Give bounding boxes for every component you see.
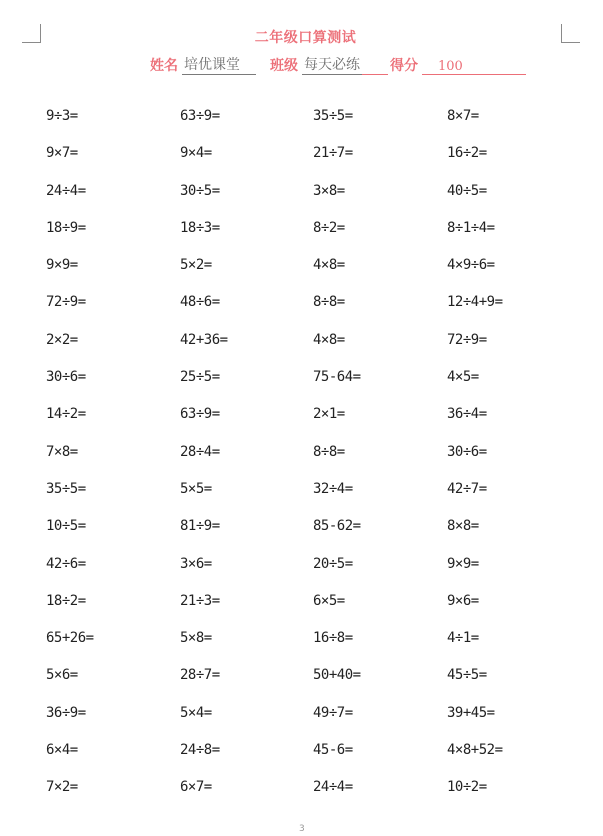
problem: 8÷2= [313,219,345,236]
problem: 7×2= [46,779,78,796]
problem: 8÷1÷4= [447,219,495,236]
problem: 24÷4= [313,779,353,796]
problem-row [0,481,603,518]
problem-row [0,145,603,182]
class-field[interactable]: 每天必练 [302,54,362,75]
problem: 63÷9= [180,406,220,423]
problem: 42÷7= [447,480,487,497]
problem: 50+40= [313,667,361,684]
problem: 10÷2= [447,779,487,796]
problem: 16÷2= [447,145,487,162]
problem-row [0,779,603,816]
problem: 25÷5= [180,369,220,386]
problem: 5×8= [180,630,212,647]
problem: 14÷2= [46,406,86,423]
problem: 10÷5= [46,518,86,535]
problem: 4÷1= [447,630,479,647]
problem: 6×5= [313,592,345,609]
problem: 5×2= [180,257,212,274]
problem: 9×4= [180,145,212,162]
problem-row [0,518,603,555]
problem-row [0,108,603,145]
problem: 4×9÷6= [447,257,495,274]
problem: 4×8+52= [447,742,503,759]
score-label: 得分 [390,58,418,74]
problem: 72÷9= [46,294,86,311]
problem-row [0,444,603,481]
worksheet-title: 二年级口算测试 [254,30,357,46]
problem: 30÷6= [447,443,487,460]
problem: 65+26= [46,630,94,647]
problem: 6×4= [46,742,78,759]
problem: 21÷7= [313,145,353,162]
problem: 18÷3= [180,219,220,236]
problem: 40÷5= [447,182,487,199]
problem: 9×7= [46,145,78,162]
problem: 30÷6= [46,369,86,386]
problem: 16÷8= [313,630,353,647]
name-field[interactable]: 培优课堂 [182,54,242,75]
problem: 9×9= [46,257,78,274]
problem: 2×2= [46,331,78,348]
problem: 63÷9= [180,108,220,124]
problem: 75-64= [313,369,361,386]
problem: 72÷9= [447,331,487,348]
problem: 18÷2= [46,592,86,609]
problem: 9÷3= [46,108,78,124]
problem: 24÷4= [46,182,86,199]
problem-row [0,257,603,294]
problem: 45÷5= [447,667,487,684]
problem: 42÷6= [46,555,86,572]
problem: 8÷8= [313,294,345,311]
name-underline [242,58,256,75]
problem-row [0,593,603,630]
problem: 5×4= [180,704,212,721]
problem: 35÷5= [313,108,353,124]
problem-row [0,667,603,704]
problem: 5×6= [46,667,78,684]
problem: 21÷3= [180,592,220,609]
problem: 36÷9= [46,704,86,721]
problem: 4×8= [313,331,345,348]
problem: 28÷7= [180,667,220,684]
problem-row [0,705,603,742]
problem-row [0,556,603,593]
problem-row [0,742,603,779]
problem: 4×8= [313,257,345,274]
problem: 81÷9= [180,518,220,535]
problem-row [0,220,603,257]
problem: 48÷6= [180,294,220,311]
problem-row [0,630,603,667]
problem: 36÷4= [447,406,487,423]
problem: 9×6= [447,592,479,609]
problem: 6×7= [180,779,212,796]
problem: 8×7= [447,108,479,124]
problem: 30÷5= [180,182,220,199]
page-number: 3 [299,824,305,834]
problem: 35÷5= [46,480,86,497]
problem: 9×9= [447,555,479,572]
problem: 8÷8= [313,443,345,460]
problem-row [0,183,603,220]
problem: 28÷4= [180,443,220,460]
problem: 7×8= [46,443,78,460]
problem-grid [0,108,603,817]
class-underline [362,58,388,75]
problem: 42+36= [180,331,228,348]
problem: 2×1= [313,406,345,423]
problem: 45-6= [313,742,353,759]
problem: 4×5= [447,369,479,386]
problem-row [0,369,603,406]
problem: 3×6= [180,555,212,572]
problem: 85-62= [313,518,361,535]
problem: 18÷9= [46,219,86,236]
problem: 12÷4+9= [447,294,503,311]
problem: 3×8= [313,182,345,199]
problem: 32÷4= [313,480,353,497]
score-field[interactable]: 100 [422,59,526,75]
name-label: 姓名 [150,58,178,74]
problem: 39+45= [447,704,495,721]
problem: 49÷7= [313,704,353,721]
class-label: 班级 [270,58,298,74]
problem: 8×8= [447,518,479,535]
problem: 24÷8= [180,742,220,759]
problem-row [0,294,603,331]
problem: 5×5= [180,480,212,497]
student-info-line [150,54,526,75]
problem: 20÷5= [313,555,353,572]
problem-row [0,332,603,369]
problem-row [0,406,603,443]
